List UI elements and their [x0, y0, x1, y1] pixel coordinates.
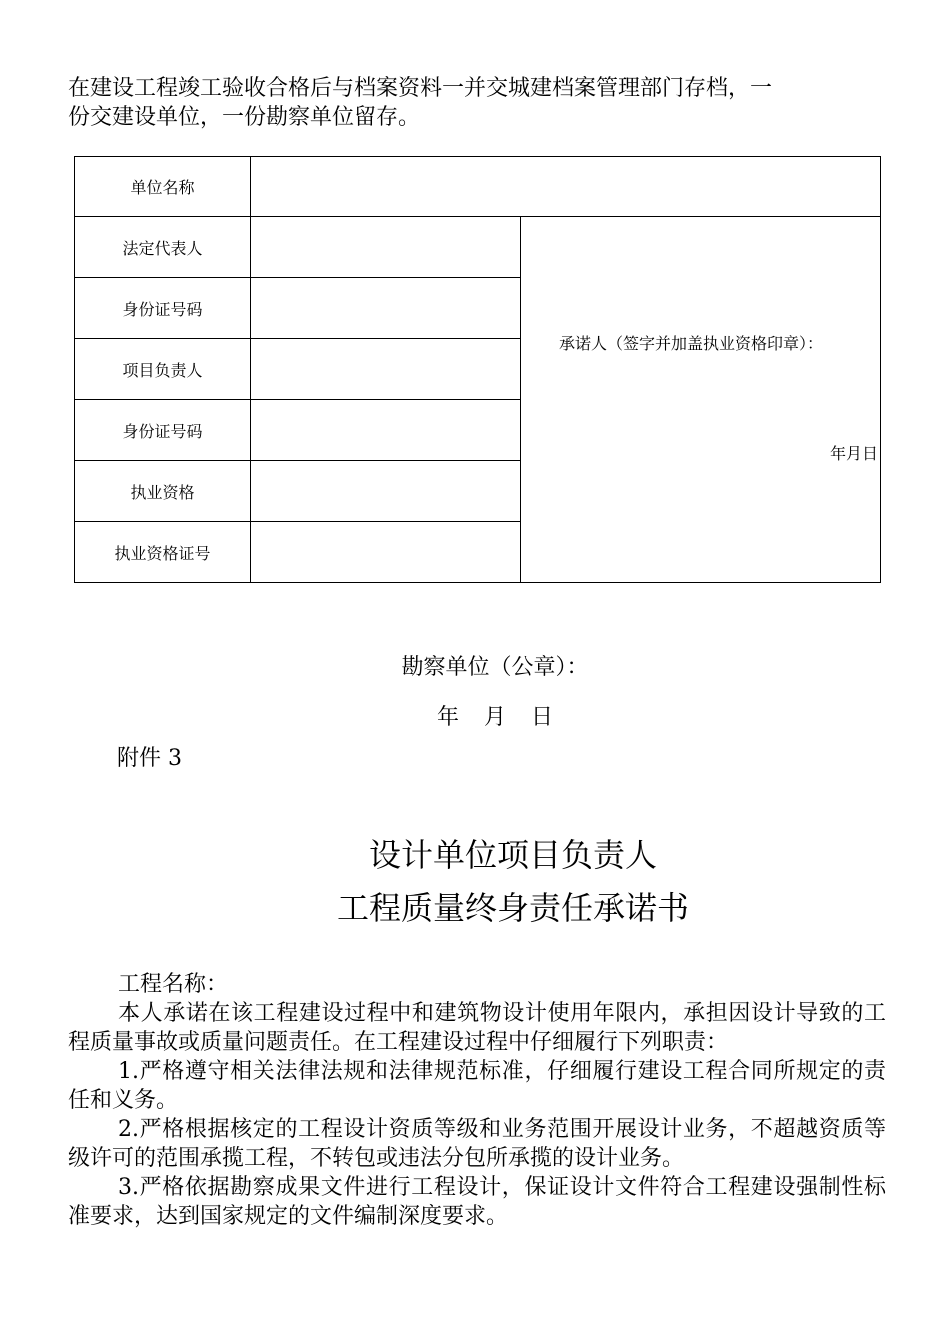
label-unit-name: 单位名称 [75, 157, 251, 217]
attachment-label: 附件 3 [117, 746, 182, 771]
seal-date-month: 月 [483, 705, 506, 730]
commitment-info-table [74, 156, 881, 583]
field-id-number-2[interactable] [251, 400, 521, 461]
commitment-item-2: 2.严格根据核定的工程设计资质等级和业务范围开展设计业务，不超越资质等级许可的范围承揽工程，不转包或违法分包所承揽的设计业务。 [68, 1117, 886, 1171]
commitment-paragraph: 本人承诺在该工程建设过程中和建筑物设计使用年限内，承担因设计导致的工程质量事故或质量问题责任。在工程建设过程中仔细履行下列职责： [68, 1001, 886, 1055]
document-title-line-2: 工程质量终身责任承诺书 [336, 889, 689, 927]
promise-date-label: 年月日 [829, 444, 878, 463]
intro-line-1: 在建设工程竣工验收合格后与档案资料一并交城建档案管理部门存档，一 [68, 76, 773, 101]
label-qualification-cert-number: 执业资格证号 [75, 522, 251, 583]
label-qualification: 执业资格 [75, 461, 251, 522]
field-qualification-cert-number[interactable] [251, 522, 521, 583]
field-legal-representative[interactable] [251, 217, 521, 278]
intro-paragraph [68, 74, 888, 132]
field-unit-name[interactable] [251, 157, 881, 217]
commitment-item-3: 3.严格依据勘察成果文件进行工程设计，保证设计文件符合工程建设强制性标准要求，达到国家规定的文件编制深度要求。 [68, 1175, 886, 1229]
table-row-unit-name [75, 157, 881, 217]
promise-signature-label: 承诺人（签字并加盖执业资格印章）： [559, 334, 824, 353]
commitment-item-1: 1.严格遵守相关法律法规和法律规范标准，仔细履行建设工程合同所规定的责任和义务。 [68, 1059, 886, 1113]
label-project-leader: 项目负责人 [75, 339, 251, 400]
seal-date [0, 700, 950, 731]
project-name-label: 工程名称： [118, 972, 229, 997]
field-id-number-1[interactable] [251, 278, 521, 339]
intro-line-2: 份交建设单位，一份勘察单位留存。 [68, 105, 421, 130]
field-project-leader[interactable] [251, 339, 521, 400]
seal-date-day: 日 [531, 705, 554, 730]
label-id-number-1: 身份证号码 [75, 278, 251, 339]
field-qualification[interactable] [251, 461, 521, 522]
survey-unit-seal-label: 勘察单位（公章）： [401, 655, 589, 680]
label-id-number-2: 身份证号码 [75, 400, 251, 461]
table-row-legal-rep [75, 217, 881, 278]
document-title-line-1: 设计单位项目负责人 [368, 836, 657, 874]
seal-date-year: 年 [436, 705, 459, 730]
commitment-body [68, 970, 886, 1231]
promise-signature-cell[interactable] [521, 217, 881, 583]
label-legal-representative: 法定代表人 [75, 217, 251, 278]
